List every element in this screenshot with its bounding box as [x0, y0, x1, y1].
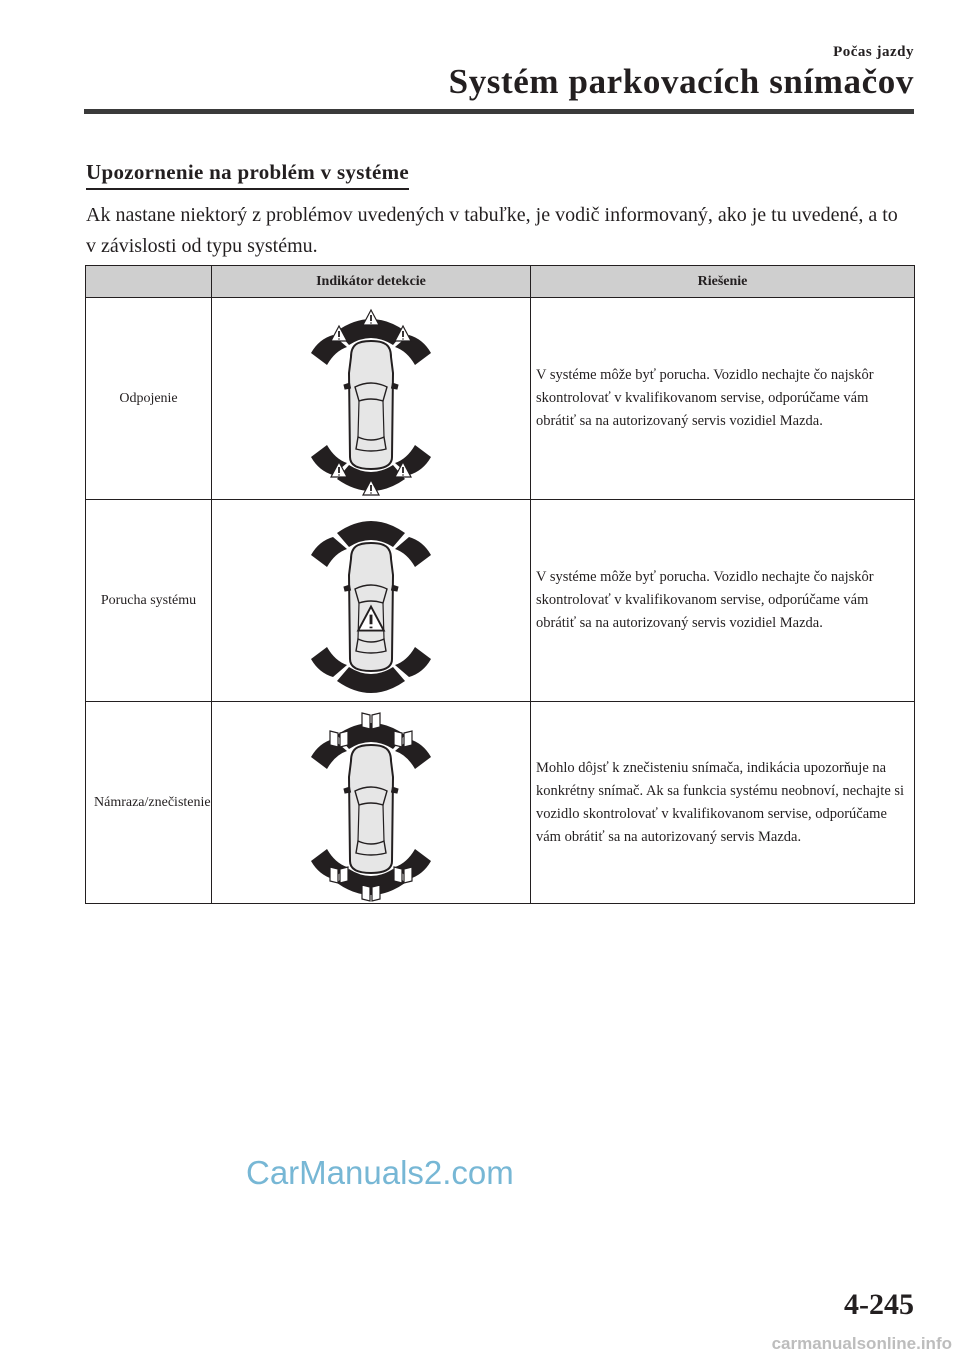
indicator-cell [212, 500, 531, 702]
condition-cell: Námraza/znečistenie [86, 702, 212, 904]
header-cell-indicator: Indikátor detekcie [212, 266, 531, 298]
solution-cell: Mohlo dôjsť k znečisteniu snímača, indikácia upozorňuje na konkrétny snímač. Ak sa funkcia systému neobnoví, nechajte si vozidlo skontrolovať v kvalifikovanom servise, odporúčame vám obrátiť sa na autorizovaný servis Mazda. [531, 702, 915, 904]
solution-cell: V systéme môže byť porucha. Vozidlo nechajte čo najskôr skontrolovať v kvalifikovanom servise, odporúčame vám obrátiť sa na autorizovaný servis vozidiel Mazda. [531, 298, 915, 500]
car-all-sensors-warning-icon [271, 299, 471, 499]
header-cell-solution: Riešenie [531, 266, 915, 298]
intro-paragraph: Ak nastane niektorý z problémov uvedených v tabuľke, je vodič informovaný, ako je tu uvedené, a to v závislosti od typu systému. [86, 204, 898, 257]
indicator-cell [212, 298, 531, 500]
table-row [86, 702, 915, 904]
watermark: CarManuals2.com [246, 1154, 514, 1191]
car-sensor-dirty-icon [271, 703, 471, 903]
table-row [86, 500, 915, 702]
indicator-table [85, 265, 915, 904]
car-system-warning-icon [271, 501, 471, 701]
table-row [86, 298, 915, 500]
section-label: Počas jazdy [833, 44, 914, 60]
page-number: 4-245 [844, 1288, 914, 1321]
sub-heading: Upozornenie na problém v systéme [86, 160, 409, 190]
header-rule [84, 109, 914, 114]
solution-cell: V systéme môže byť porucha. Vozidlo nechajte čo najskôr skontrolovať v kvalifikovanom servise, odporúčame vám obrátiť sa na autorizovaný servis vozidiel Mazda. [531, 500, 915, 702]
condition-cell: Porucha systému [86, 500, 212, 702]
header-cell-condition [86, 266, 212, 298]
condition-cell: Odpojenie [86, 298, 212, 500]
footer-watermark: carmanualsonline.info [771, 1334, 952, 1353]
indicator-cell [212, 702, 531, 904]
page-title: Systém parkovacích snímačov [448, 62, 914, 101]
table-header-row [86, 266, 915, 298]
